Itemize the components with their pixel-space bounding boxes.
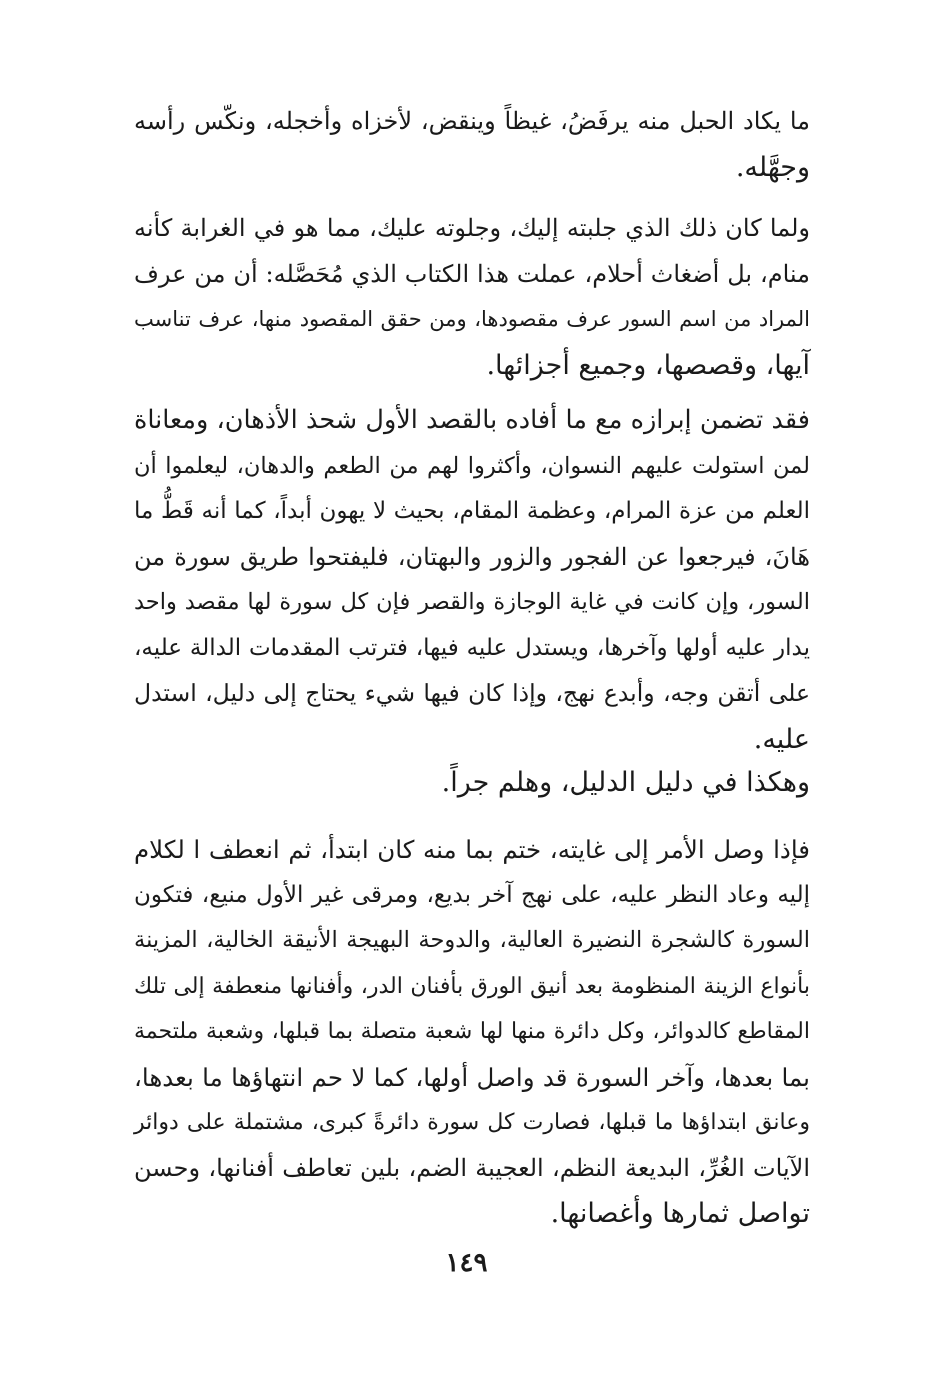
text-line: وجهَّله. [735, 151, 810, 183]
text-line: لمن استولت عليهم النسوان، وأكثروا لهم من الطعم والدهان، ليعلموا أن [134, 452, 810, 479]
text-line: عليه. [753, 723, 810, 755]
paragraph-5 [134, 827, 810, 1237]
paragraph-4 [134, 760, 810, 806]
text-line: المقاطع كالدوائر، وكل دائرة منها لها شعبة متصلة بما قبلها، وشعبة ملتحمة [134, 1019, 810, 1044]
page-number: ١٤٩ [445, 1248, 488, 1278]
text-line: السورة كالشجرة النضيرة العالية، والدوحة البهيجة الأنيقة الخالية، المزينة [134, 927, 810, 953]
text-line: منام، بل أضغاث أحلام، عملت هذا الكتاب الذي مُحَصَّله: أن من عرف [134, 259, 810, 288]
text-line: بأنواع الزينة المنظومة بعد أنيق الورق بأفنان الدر، وأفنانها منعطفة إلى تلك [134, 973, 810, 999]
text-line: المراد من اسم السور عرف مقصودها، ومن حقق المقصود منها، عرف تناسب [134, 307, 810, 331]
paragraph-1 [134, 99, 810, 190]
text-line: هَانَ، فيرجعوا عن الفجور والزور والبهتان، فليفتحوا طريق سورة من [134, 542, 811, 571]
text-line: آيها، وقصصها، وجميع أجزائها. [486, 349, 810, 381]
text-line: وهكذا في دليل الدليل، وهلم جراً. [441, 767, 810, 798]
text-line: على أتقن وجه، وأبدع نهج، وإذا كان فيها شيء يحتاج إلى دليل، استدل [134, 679, 810, 707]
text-line: العلم من عزة المرام، وعظمة المقام، بحيث لا يهون أبداً، كما أنه قَطُّ ما [134, 498, 810, 524]
paragraph-3 [134, 398, 810, 762]
text-line: فقد تضمن إبرازه مع ما أفاده بالقصد الأول شحذ الأذهان، ومعاناة [134, 405, 810, 435]
text-line: فإذا وصل الأمر إلى غايته، ختم بما منه كان ابتدأ، ثم انعطف ا لكلام [134, 835, 810, 864]
text-line: السور، وإن كانت في غاية الوجازة والقصر فإن كل سورة لها مقصد واحد [134, 589, 810, 615]
text-line: الآيات الغُرِّ، البديعة النظم، العجيبة الضم، بلين تعاطف أفنانها، وحسن [134, 1153, 811, 1182]
text-line: وعانق ابتداؤها ما قبلها، فصارت كل سورة دائرةً كبرى، مشتملة على دوائر [134, 1110, 810, 1135]
text-line: ولما كان ذلك الذي جلبته إليك، وجلوته عليك، مما هو في الغرابة كأنه [134, 214, 810, 242]
text-line: إليه وعاد النظر عليه، على نهج آخر بديع، ومرقى غير الأول منيع، فتكون [134, 881, 810, 908]
text-line: تواصل ثمارها وأغصانها. [550, 1198, 810, 1229]
text-line: يدار عليه أولها وآخرها، ويستدل عليه فيها، فترتب المقدمات الدالة عليه، [134, 634, 810, 661]
text-line: بما بعدها، وآخر السورة قد واصل أولها، كما لا حم انتهاؤها ما بعدها، [134, 1062, 810, 1092]
text-line: ما يكاد الحبل منه يرفَضُ، غيظاً وينقض، لأخزاه وأخجله، ونكّس رأسه [134, 107, 810, 135]
paragraph-2 [134, 206, 810, 388]
